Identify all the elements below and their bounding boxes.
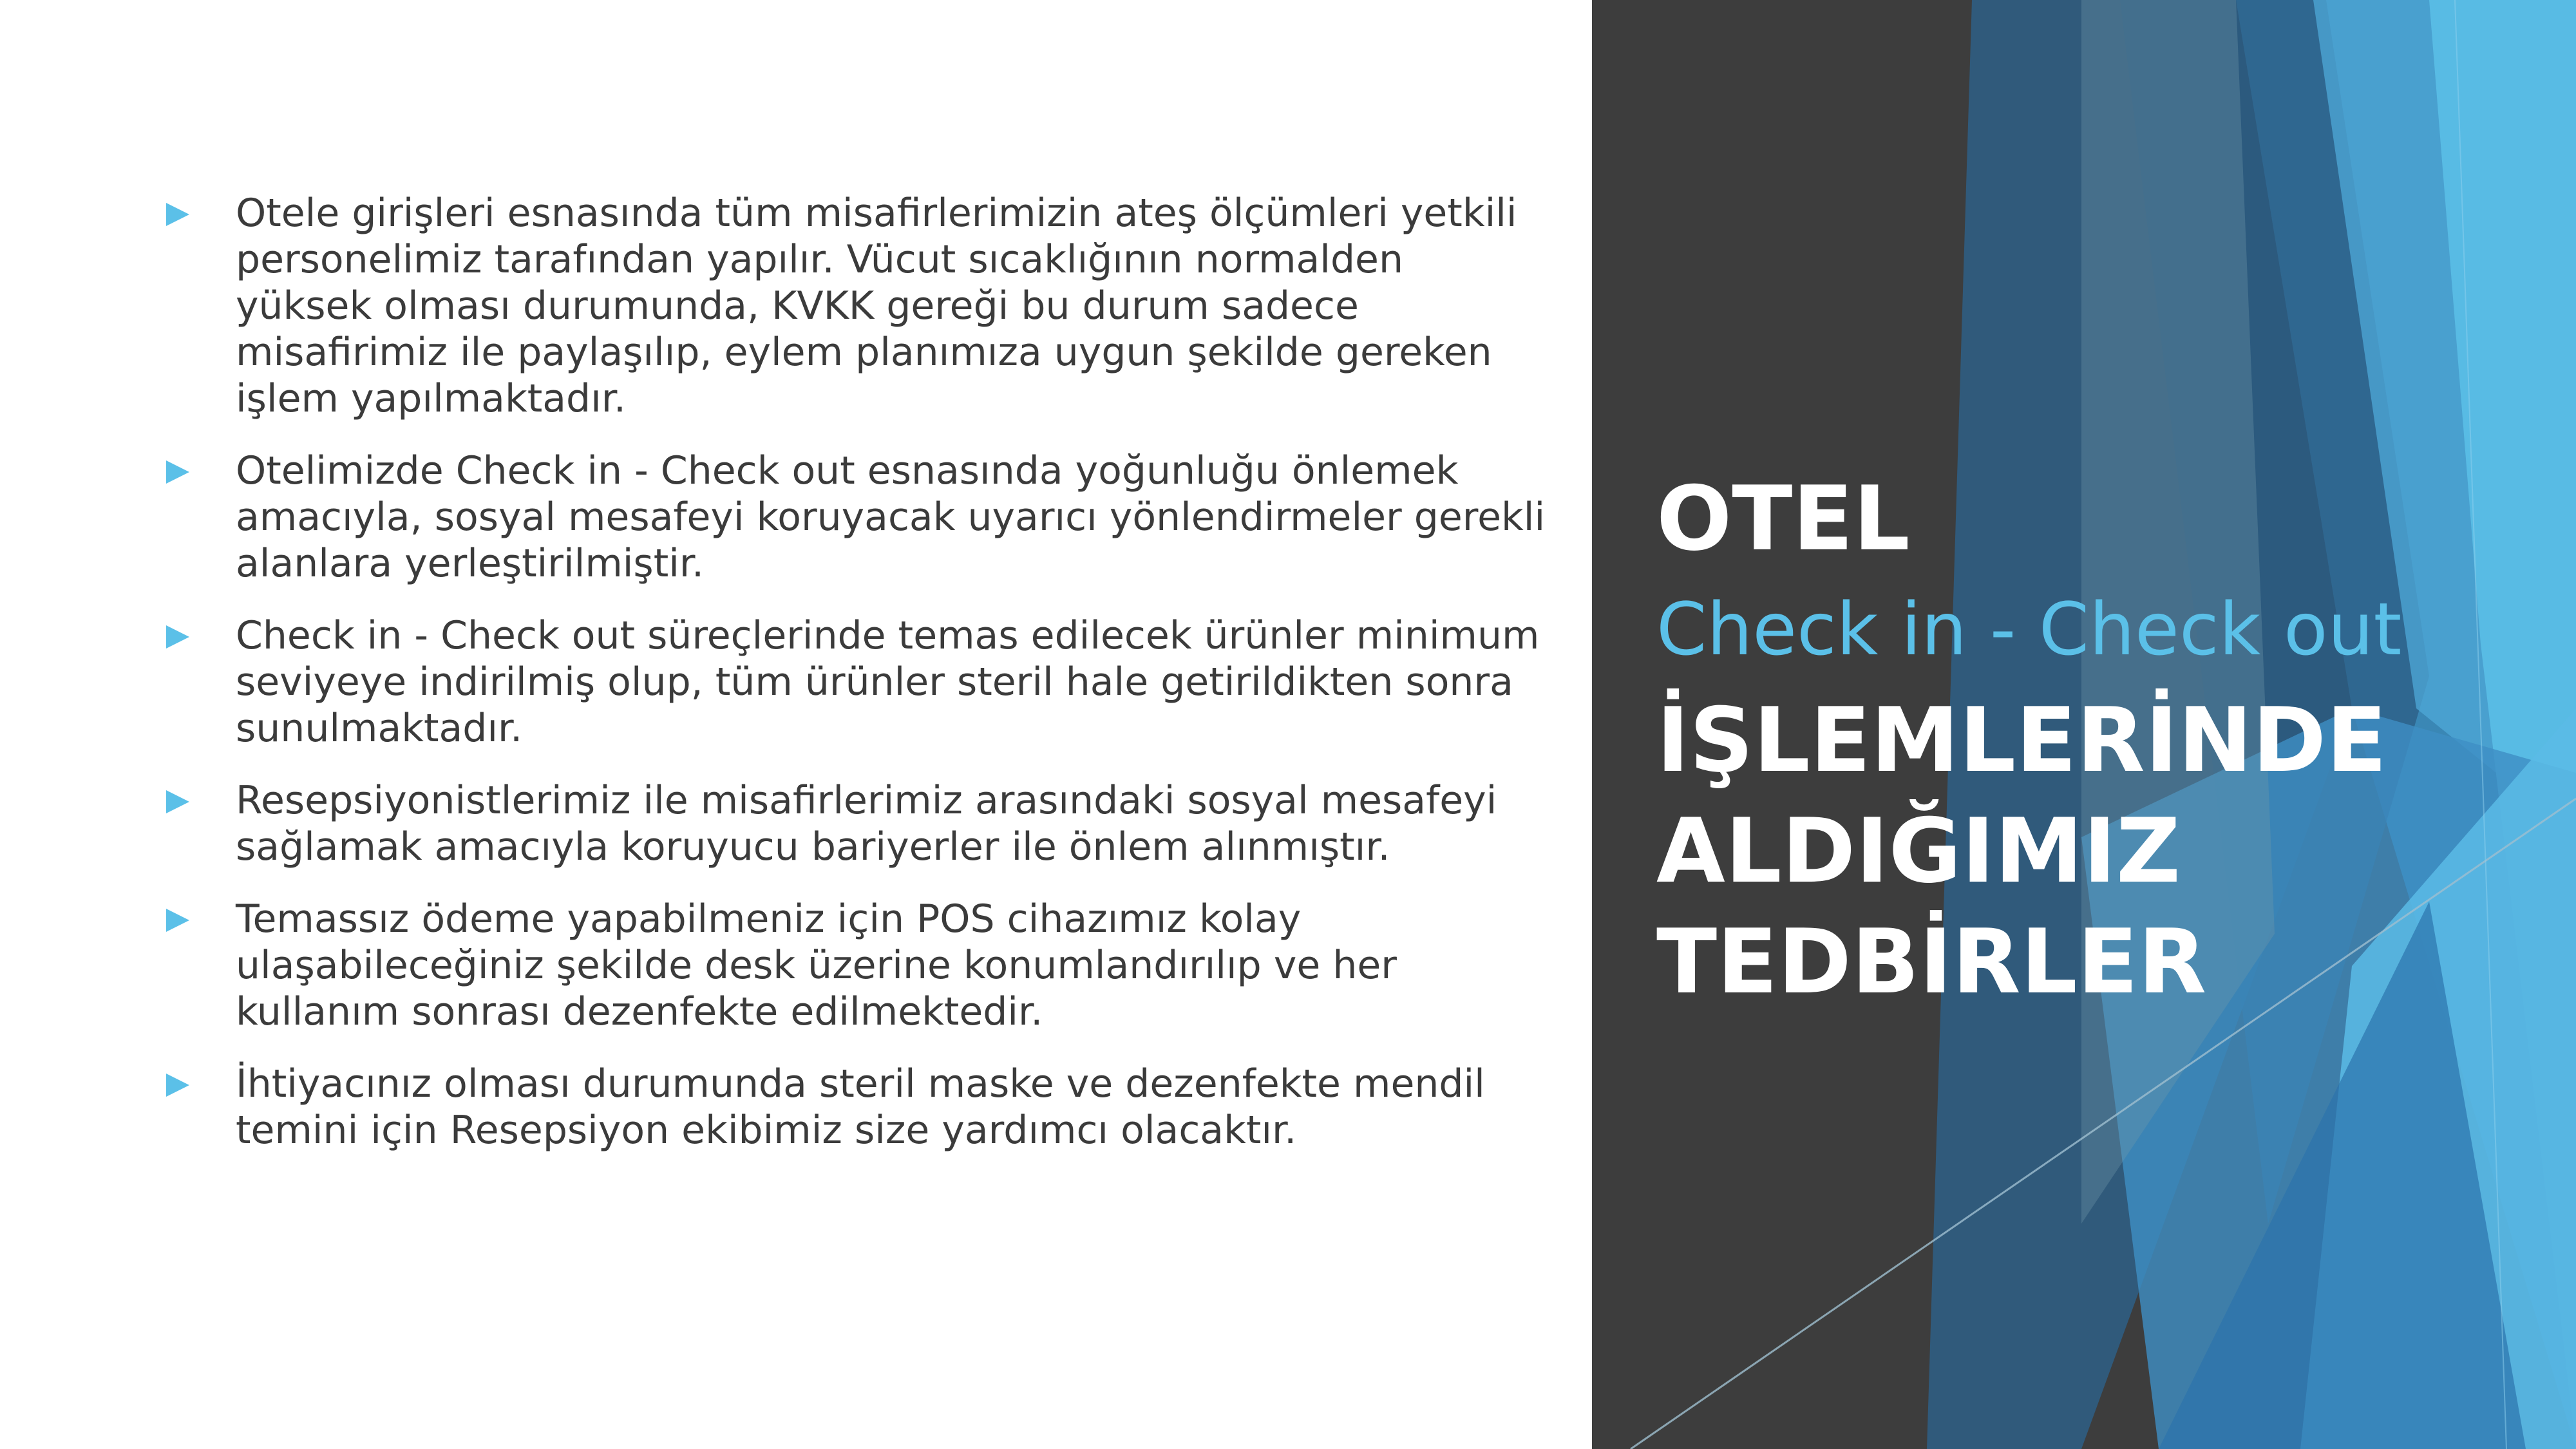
triangle-bullet-icon — [166, 1074, 189, 1097]
title-line-aldigimiz: ALDIĞIMIZ — [1656, 799, 2181, 903]
bullet-item — [161, 448, 1546, 587]
bullet-item — [161, 1061, 1546, 1153]
title-line-otel: OTEL — [1656, 467, 1910, 571]
title-line-tedbirler: TEDBİRLER — [1656, 910, 2207, 1014]
title-line-islemlerinde: İŞLEMLERİNDE — [1656, 688, 2387, 792]
bullet-item — [161, 190, 1546, 422]
triangle-bullet-icon — [166, 203, 189, 226]
title-subtitle: Check in - Check out — [1656, 588, 2402, 672]
slide-title — [1656, 464, 2558, 1018]
bullet-list — [161, 190, 1546, 1179]
triangle-bullet-icon — [166, 790, 189, 813]
bullet-text: Temassız ödeme yapabilmeniz için POS cihazımız kolay ulaşabileceğiniz şekilde desk üzerine konumlandırılıp ve her kullanım sonrası dezenfekte edilmektedir. — [236, 896, 1397, 1034]
triangle-bullet-icon — [166, 909, 189, 932]
bullet-item — [161, 612, 1546, 752]
bullet-item — [161, 896, 1546, 1035]
bullet-text: Resepsiyonistlerimiz ile misafirlerimiz arasındaki sosyal mesafeyi sağlamak amacıyla koruyucu bariyerler ile önlem alınmıştır. — [236, 778, 1497, 869]
bullet-text: Check in - Check out süreçlerinde temas edilecek ürünler minimum seviyeye indirilmiş olup, tüm ürünler steril hale getirildikten sonra sunulmaktadır. — [236, 613, 1540, 751]
triangle-bullet-icon — [166, 460, 189, 484]
triangle-bullet-icon — [166, 625, 189, 649]
bullet-text: İhtiyacınız olması durumunda steril maske ve dezenfekte mendil temini için Resepsiyon ekibimiz size yardımcı olacaktır. — [236, 1061, 1485, 1153]
bullet-item — [161, 777, 1546, 870]
bullet-text: Otele girişleri esnasında tüm misafirlerimizin ateş ölçümleri yetkili personelimiz tarafından yapılır. Vücut sıcaklığının normalden yüksek olması durumunda, KVKK gereği bu durum sadece misafirimiz ile paylaşılıp, eylem planımıza uygun şekilde gereken işlem yapılmaktadır. — [236, 191, 1517, 421]
bullet-text: Otelimizde Check in - Check out esnasında yoğunluğu önlemek amacıyla, sosyal mesafeyi koruyacak uyarıcı yönlendirmeler gerekli alanlara yerleştirilmiştir. — [236, 448, 1546, 586]
